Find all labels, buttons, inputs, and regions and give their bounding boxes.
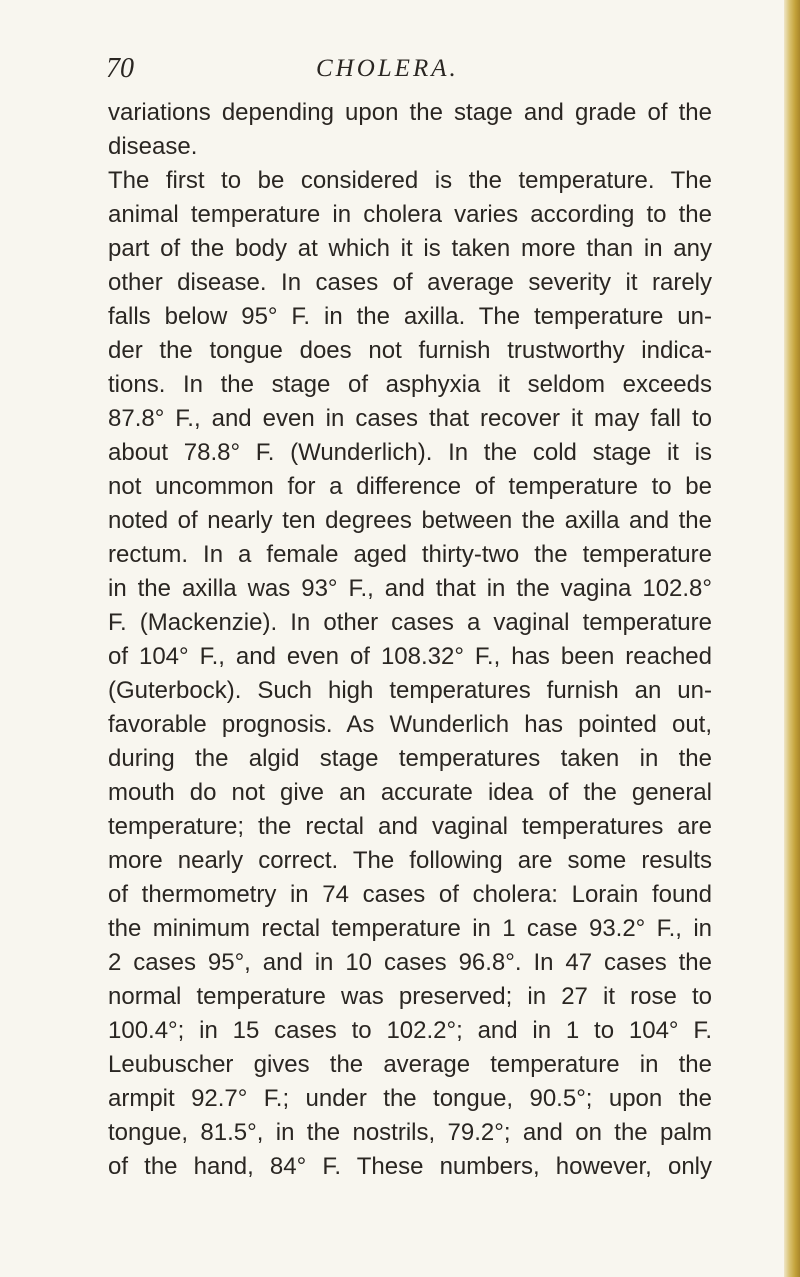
text-line: 100.4°; in 15 cases to 102.2°; and in 1 to 104° F. [108, 1017, 712, 1044]
text-line: tions. In the stage of asphyxia it seldom exceeds [108, 371, 712, 398]
text-line: 2 cases 95°, and in 10 cases 96.8°. In 47 cases the [108, 949, 712, 976]
text-line: of 104° F., and even of 108.32° F., has been reached [108, 643, 712, 670]
page-number: 70 [106, 53, 134, 84]
text-line: in the axilla was 93° F., and that in the vagina 102.8° [108, 575, 712, 602]
page-header [106, 52, 710, 86]
text-line: The first to be considered is the temperature. The [108, 167, 712, 194]
text-line: animal temperature in cholera varies according to the [108, 201, 712, 228]
text-line: more nearly correct. The following are some results [108, 847, 712, 874]
text-line: noted of nearly ten degrees between the axilla and the [108, 507, 712, 534]
text-line: during the algid stage temperatures taken in the [108, 745, 712, 772]
text-line: variations depending upon the stage and grade of the [108, 99, 712, 126]
text-line: der the tongue does not furnish trustworthy indica- [108, 337, 712, 364]
text-line: normal temperature was preserved; in 27 it rose to [108, 983, 712, 1010]
text-line: disease. [108, 133, 198, 160]
text-line: rectum. In a female aged thirty-two the temperature [108, 541, 712, 568]
text-line: the minimum rectal temperature in 1 case 93.2° F., in [108, 915, 712, 942]
running-head: CHOLERA. [316, 55, 459, 82]
text-line: falls below 95° F. in the axilla. The temperature un- [108, 303, 712, 330]
text-line: favorable prognosis. As Wunderlich has pointed out, [108, 711, 712, 738]
text-line: F. (Mackenzie). In other cases a vaginal temperature [108, 609, 712, 636]
text-line: not uncommon for a difference of temperature to be [108, 473, 712, 500]
text-line: (Guterbock). Such high temperatures furnish an un- [108, 677, 712, 704]
text-line: about 78.8° F. (Wunderlich). In the cold stage it is [108, 439, 712, 466]
text-line: tongue, 81.5°, in the nostrils, 79.2°; and on the palm [108, 1119, 712, 1146]
text-line: part of the body at which it is taken more than in any [108, 235, 712, 262]
text-line: temperature; the rectal and vaginal temperatures are [108, 813, 712, 840]
text-line: armpit 92.7° F.; under the tongue, 90.5°; upon the [108, 1085, 712, 1112]
page-binding-edge [784, 0, 800, 1277]
text-line: Leubuscher gives the average temperature in the [108, 1051, 712, 1078]
body-text [108, 96, 712, 1184]
text-line: 87.8° F., and even in cases that recover it may fall to [108, 405, 712, 432]
text-line: of thermometry in 74 cases of cholera: Lorain found [108, 881, 712, 908]
text-line: other disease. In cases of average severity it rarely [108, 269, 712, 296]
text-line: mouth do not give an accurate idea of the general [108, 779, 712, 806]
text-line: of the hand, 84° F. These numbers, however, only [108, 1153, 712, 1180]
